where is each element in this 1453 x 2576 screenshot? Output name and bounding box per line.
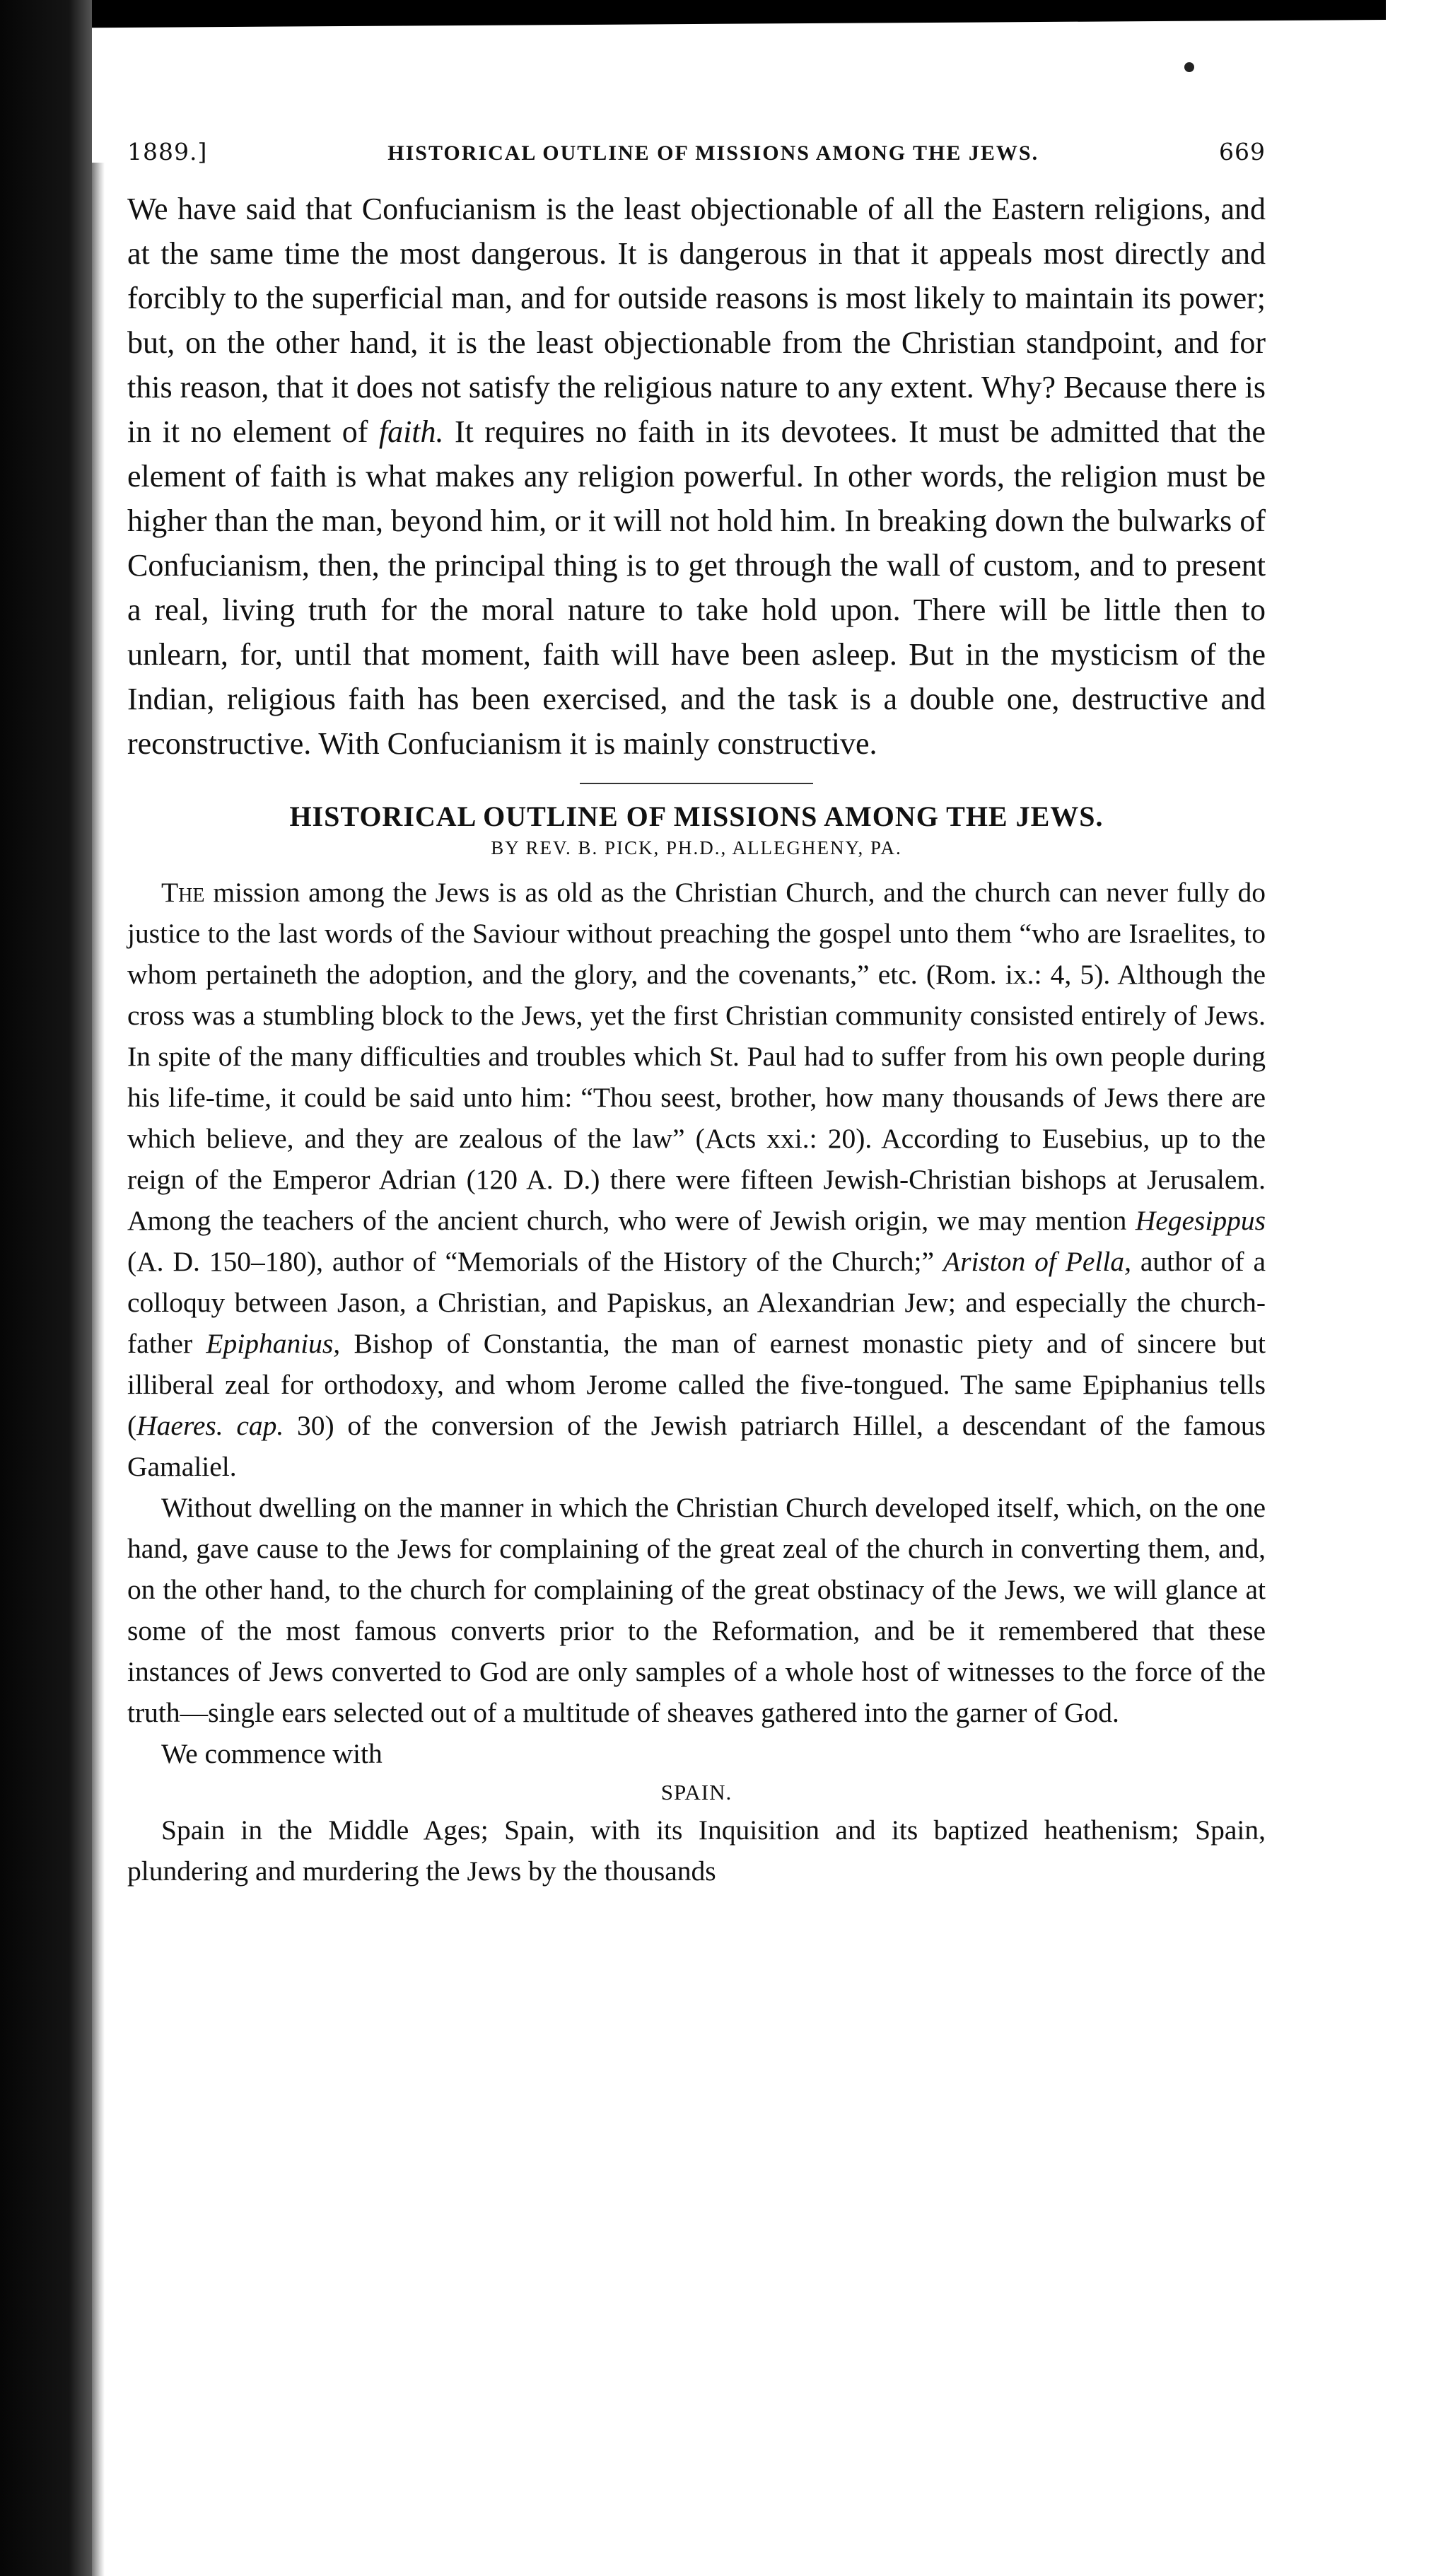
section-heading-spain: SPAIN. <box>660 1780 733 1805</box>
intro-faith-italic: faith. <box>378 414 444 449</box>
running-head <box>127 138 1266 165</box>
p1-text-a: mission among the Jews is as old as the Christian Church, and the church can never fully do justice to the last words of the Saviour without preaching the gospel unto them “who are Israelites, to whom pertaineth the adoption, and the glory, and the covenants,” etc. (Rom. ix.: 4, 5). Although the cross was a stumbling block to the Jews, yet the first Christian community consisted entirely of Jews. In spite of the many difficulties and troubles which St. Paul had to suffer from his own people during his life-time, it could be said unto him: “Thou seest, brother, how many thousands of Jews there are which believe, and they are zealous of the law” (Acts xxi.: 20). According to Eusebius, up to the reign of the Emperor Adrian (120 A. D.) there were fifteen Jewish-Christian bishops at Jerusalem. Among the teachers of the ancient church, who were of Jewish origin, we may mention <box>127 877 1266 1236</box>
article-paragraph-1 <box>127 872 1266 1487</box>
page-content <box>127 138 1266 1892</box>
ink-speck <box>1184 62 1194 72</box>
intro-paragraph <box>127 187 1266 766</box>
lead-word: The <box>161 877 205 908</box>
p1-epiphanius: Epiphanius, <box>206 1328 341 1359</box>
p1-text-c: author of a colloquy between Jason, a Christian, and Papiskus, an Alexandrian Jew; and especially the church-father <box>127 1246 1266 1359</box>
p1-haeres: Haeres. cap. <box>136 1410 284 1441</box>
header-year: 1889.] <box>127 138 208 165</box>
section-divider <box>580 783 813 784</box>
p1-text-b: (A. D. 150–180), author of “Memorials of the History of the Church;” <box>127 1246 943 1277</box>
article-paragraph-2: Without dwelling on the manner in which the Christian Church developed itself, which, on the one hand, gave cause to the Jews for complaining of the great zeal of the church in converting them, and, on the other hand, to the church for complaining of the great obstinacy of the Jews, we will glance at some of the most famous converts prior to the Reformation, and be it remembered that these instances of Jews converted to God are only samples of a whole host of witnesses to the force of the truth—single ears selected out of a multitude of sheaves gathered into the garner of God. <box>127 1492 1266 1728</box>
article-byline: BY REV. B. PICK, PH.D., ALLEGHENY, PA. <box>491 837 902 858</box>
article-paragraph-4: Spain in the Middle Ages; Spain, with its Inquisition and its baptized heathenism; Spain, plundering and murdering the Jews by the thousands <box>127 1814 1266 1887</box>
p1-text-e: 30) of the conversion of the Jewish patriarch Hillel, a descendant of the famous Gamaliel. <box>127 1410 1266 1482</box>
intro-text-cont: It requires no faith in its devotees. It must be admitted that the element of faith is what makes any religion powerful. In other words, the religion must be higher than the man, beyond him, or it will not hold him. In breaking down the bulwarks of Confucianism, then, the principal thing is to get through the wall of custom, and to present a real, living truth for the moral nature to take hold upon. There will be little then to unlearn, for, until that moment, faith will have been asleep. But in the mysticism of the Indian, religious faith has been exercised, and the task is a double one, destructive and reconstructive. With Confucianism it is mainly constructive. <box>127 414 1266 761</box>
p1-ariston: Ariston of Pella, <box>943 1246 1131 1277</box>
header-page-number: 669 <box>1219 138 1266 165</box>
p1-text-d: Bishop of Constantia, the man of earnest monastic piety and of sincere but illiberal zeal for orthodoxy, and whom Jerome called the five-tongued. The same Epiphanius tells ( <box>127 1328 1266 1441</box>
intro-text: We have said that Confucianism is the least objectionable of all the Eastern religions, and at the same time the most dangerous. It is dangerous in that it appeals most directly and forcibly to the superficial man, and for outside reasons is most likely to maintain its power; but, on the other hand, it is the least objectionable from the Christian standpoint, and for this reason, that it does not satisfy the religious nature to any extent. Why? Because there is in it no element of <box>127 192 1266 449</box>
scan-top-border <box>0 0 1386 28</box>
article-title: HISTORICAL OUTLINE OF MISSIONS AMONG THE JEWS. <box>289 800 1104 832</box>
header-running-title: HISTORICAL OUTLINE OF MISSIONS AMONG THE JEWS. <box>387 141 1039 165</box>
p1-hegesippus: Hegesippus <box>1135 1205 1266 1236</box>
article-paragraph-3: We commence with <box>161 1738 383 1769</box>
book-spine-shadow <box>0 0 92 2576</box>
page-gutter-shadow <box>92 163 105 2576</box>
